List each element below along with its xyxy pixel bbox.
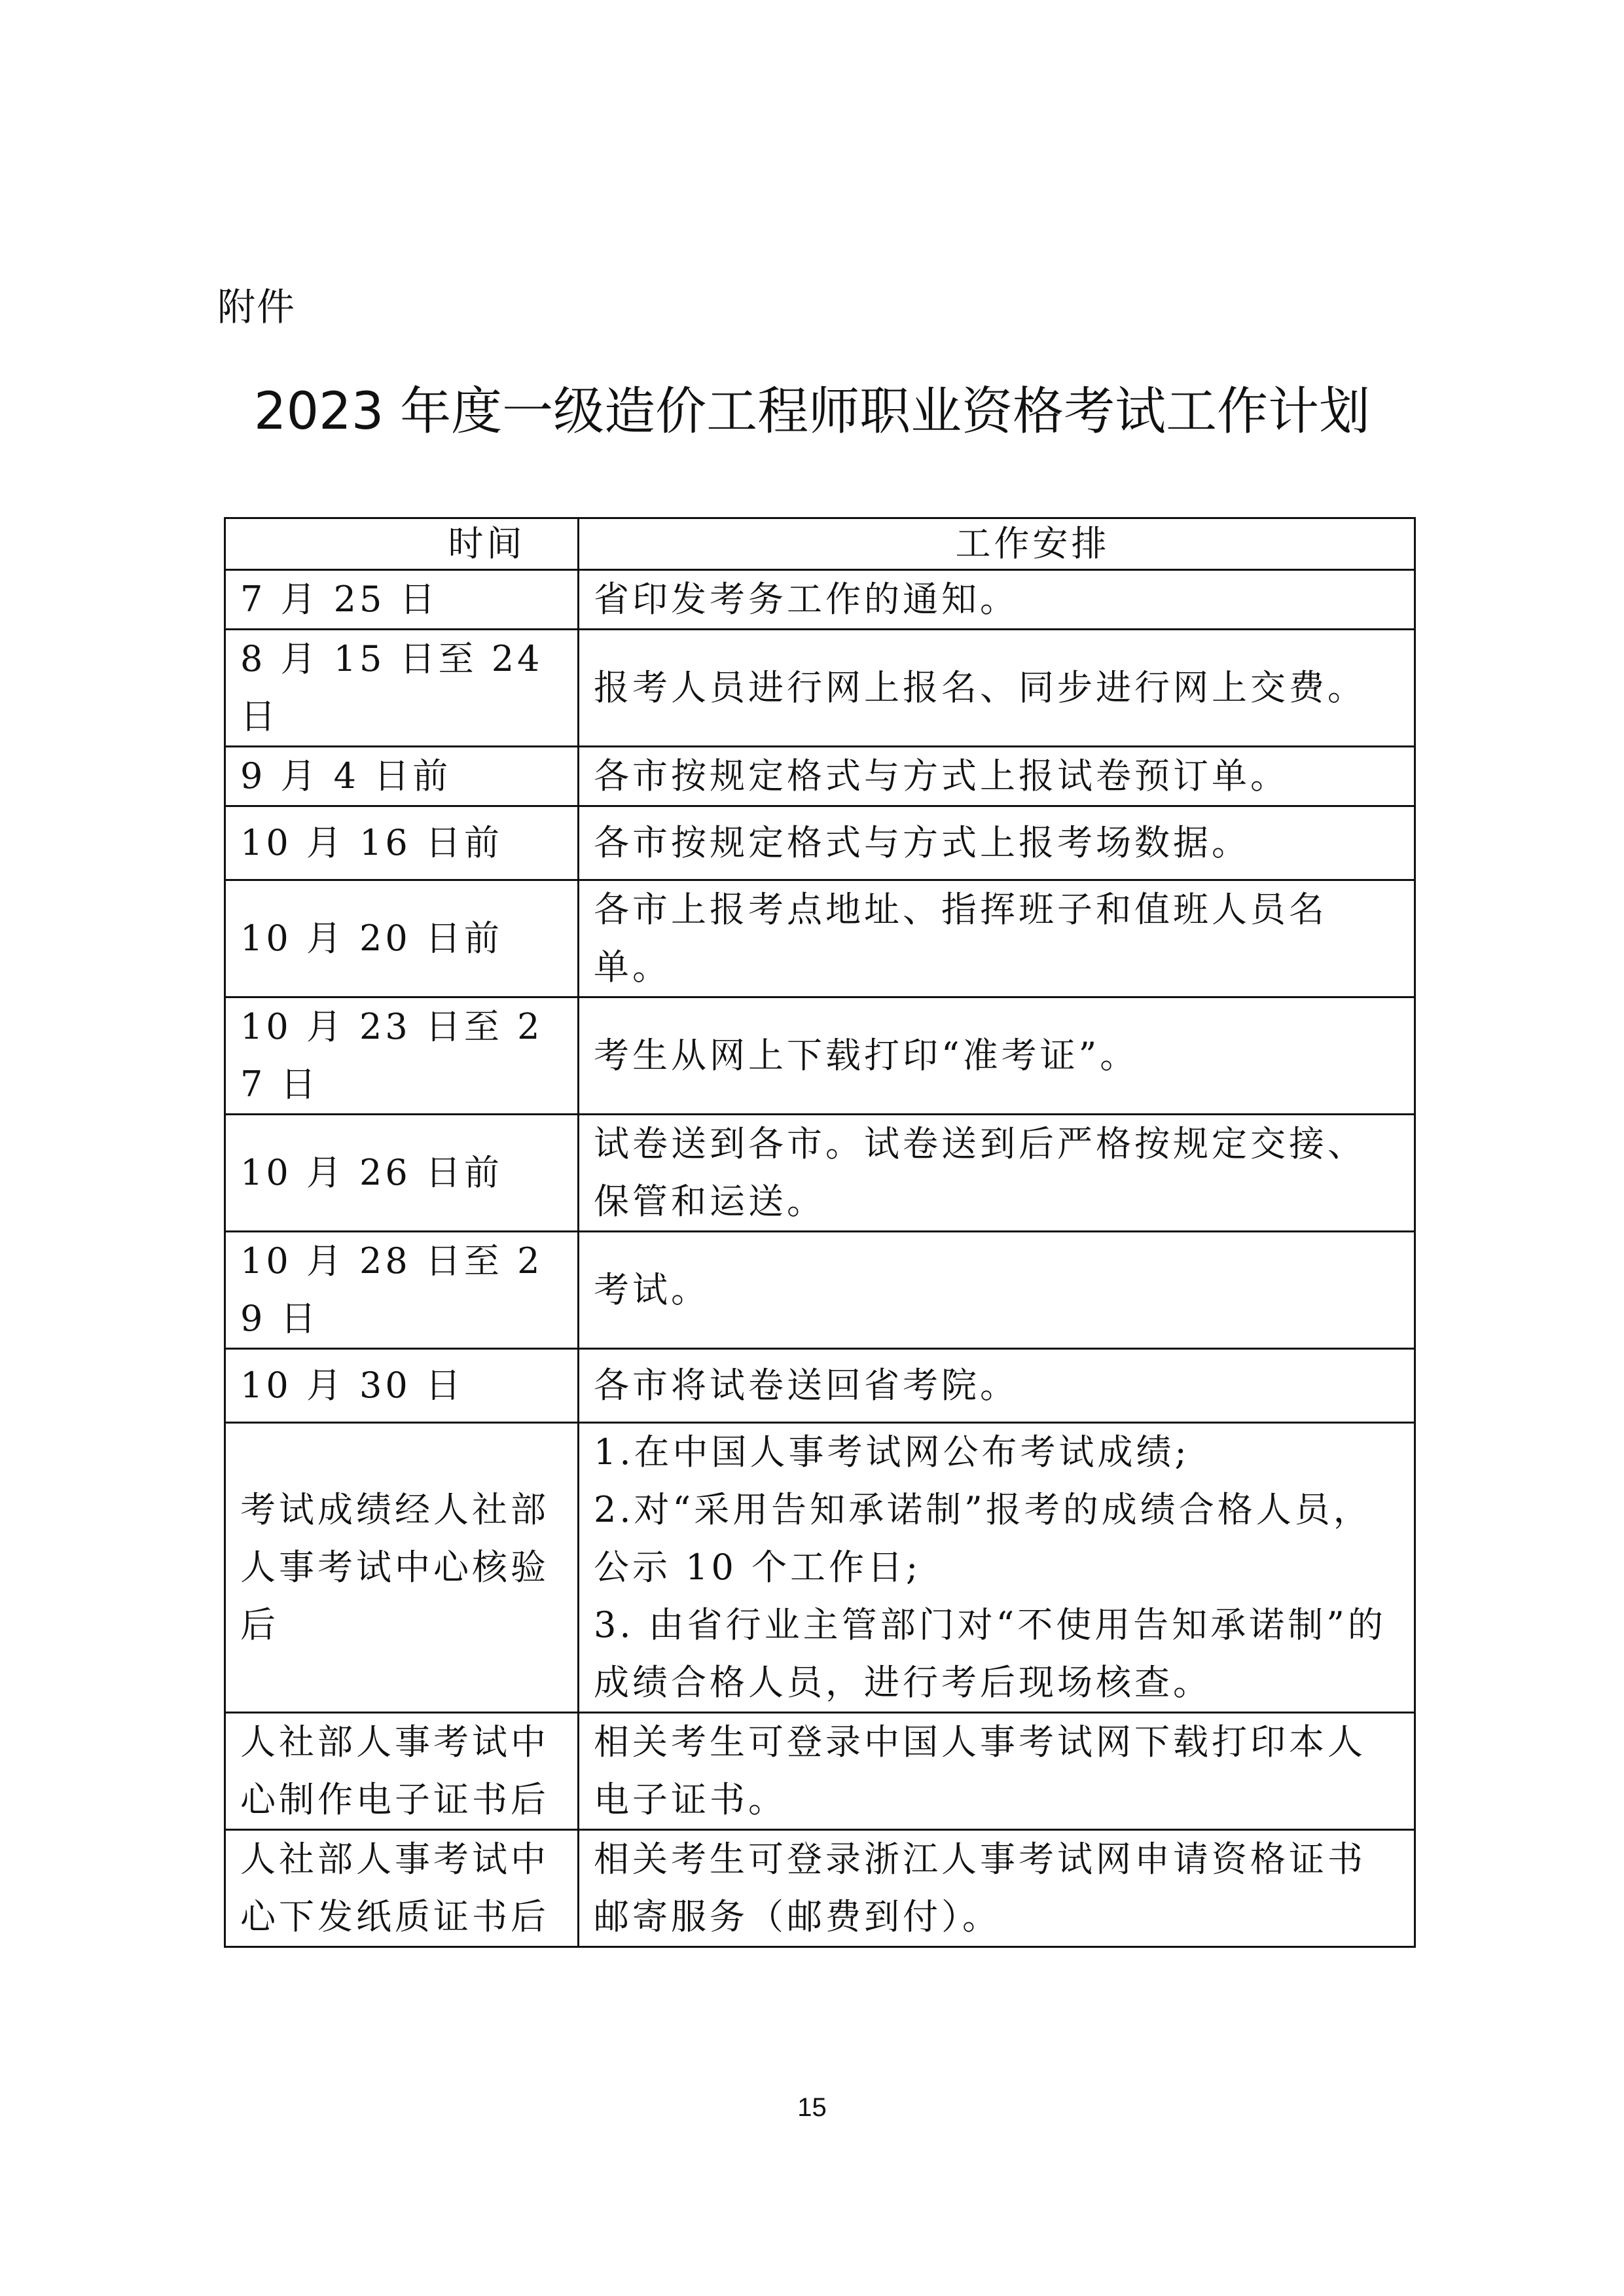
table-row xyxy=(225,1713,1415,1830)
table-row xyxy=(225,806,1415,880)
row-time: 10 月 30 日 xyxy=(225,1349,579,1423)
row-work-list xyxy=(579,1423,1415,1713)
list-item: 1.在中国人事考试网公布考试成绩; xyxy=(594,1431,1190,1473)
row-time: 10 月 16 日前 xyxy=(225,806,579,880)
table-header-row xyxy=(225,518,1415,570)
table-row xyxy=(225,747,1415,806)
table-row xyxy=(225,1232,1415,1349)
row-work: 省印发考务工作的通知。 xyxy=(579,570,1415,630)
row-time: 10 月 23 日至 27 日 xyxy=(225,997,579,1115)
table-row xyxy=(225,570,1415,630)
table-row xyxy=(225,1423,1415,1713)
table-row xyxy=(225,1115,1415,1232)
header-time: 时间 xyxy=(225,518,579,570)
table-row xyxy=(225,630,1415,747)
row-time: 8 月 15 日至 24 日 xyxy=(225,630,579,747)
row-work: 各市按规定格式与方式上报试卷预订单。 xyxy=(579,747,1415,806)
row-work: 报考人员进行网上报名、同步进行网上交费。 xyxy=(579,630,1415,747)
document-title: 2023 年度一级造价工程师职业资格考试工作计划 xyxy=(253,382,1371,441)
page-number: 15 xyxy=(797,2093,827,2122)
table-row xyxy=(225,997,1415,1115)
row-work: 各市上报考点地址、指挥班子和值班人员名单。 xyxy=(579,880,1415,997)
row-work: 各市将试卷送回省考院。 xyxy=(579,1349,1415,1423)
header-work: 工作安排 xyxy=(579,518,1415,570)
list-item: 2.对“采用告知承诺制”报考的成绩合格人员，公示 10 个工作日; xyxy=(594,1489,1372,1588)
table-row xyxy=(225,880,1415,997)
list-item: 3. 由省行业主管部门对“不使用告知承诺制”的成绩合格人员，进行考后现场核查。 xyxy=(594,1604,1386,1703)
row-work: 考生从网上下载打印“准考证”。 xyxy=(579,997,1415,1115)
row-time: 10 月 28 日至 29 日 xyxy=(225,1232,579,1349)
row-work: 相关考生可登录浙江人事考试网申请资格证书邮寄服务（邮费到付）。 xyxy=(579,1830,1415,1947)
row-time: 7 月 25 日 xyxy=(225,570,579,630)
schedule-table xyxy=(224,517,1416,1948)
row-time: 10 月 20 日前 xyxy=(225,880,579,997)
row-time: 人社部人事考试中心下发纸质证书后 xyxy=(225,1830,579,1947)
row-time: 考试成绩经人社部人事考试中心核验后 xyxy=(225,1423,579,1713)
row-time: 10 月 26 日前 xyxy=(225,1115,579,1232)
row-time: 9 月 4 日前 xyxy=(225,747,579,806)
row-work: 各市按规定格式与方式上报考场数据。 xyxy=(579,806,1415,880)
row-time: 人社部人事考试中心制作电子证书后 xyxy=(225,1713,579,1830)
table-row xyxy=(225,1830,1415,1947)
row-work: 考试。 xyxy=(579,1232,1415,1349)
table-row xyxy=(225,1349,1415,1423)
row-work: 相关考生可登录中国人事考试网下载打印本人电子证书。 xyxy=(579,1713,1415,1830)
attachment-label: 附件 xyxy=(217,285,297,329)
row-work: 试卷送到各市。试卷送到后严格按规定交接、保管和运送。 xyxy=(579,1115,1415,1232)
